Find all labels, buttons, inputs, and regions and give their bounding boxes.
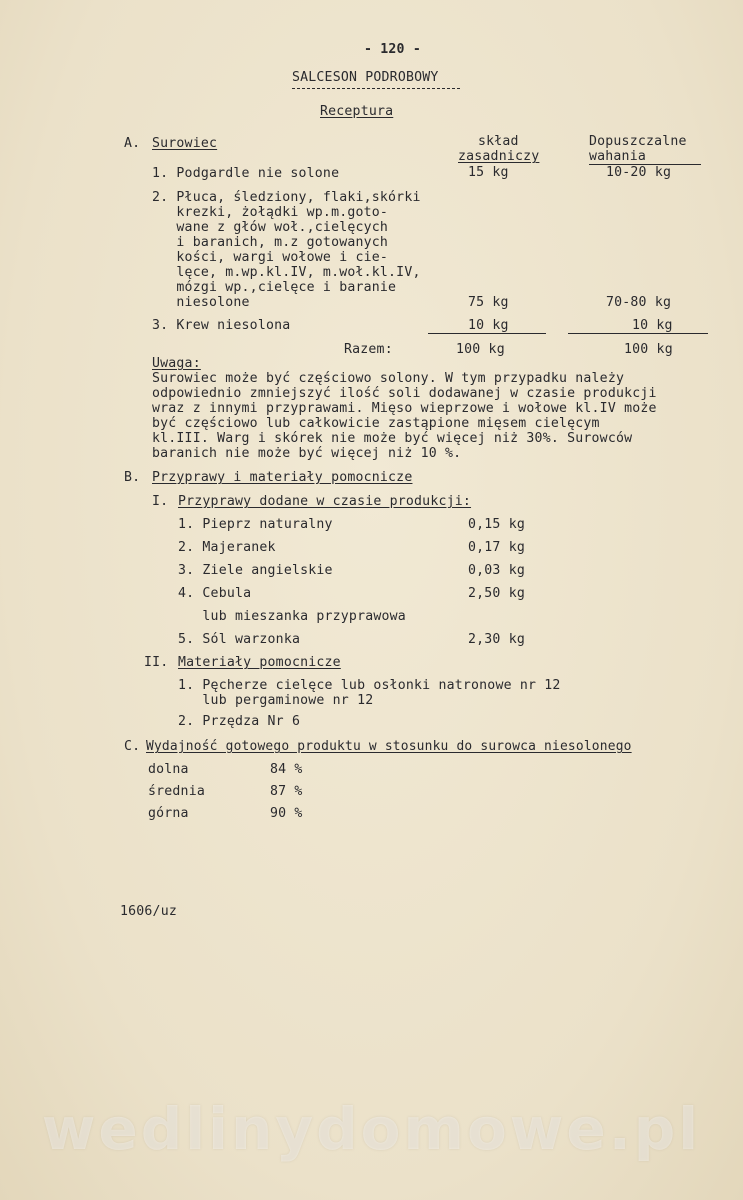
section-a-label: A.: [124, 136, 141, 151]
total-range: 100 kg: [624, 342, 673, 357]
material-2: 2. Przędza Nr 6: [178, 714, 301, 729]
section-b-label: B.: [124, 470, 141, 485]
item-2-line-4: i baranich, m.z gotowanych: [152, 235, 389, 250]
section-b-sub1-heading: Przyprawy dodane w czasie produkcji:: [178, 494, 472, 509]
item-3-range: 10 kg: [632, 318, 673, 333]
item-2-line-8: niesolone: [152, 295, 250, 310]
item-3-name: 3. Krew niesolona: [152, 318, 291, 333]
spice-3-name: 3. Ziele angielskie: [178, 563, 333, 578]
col-wahania-header-1: Dopuszczalne: [589, 134, 687, 149]
qty-total-rule: [428, 333, 546, 334]
yield-low-name: dolna: [148, 762, 189, 777]
note-heading: Uwaga:: [152, 356, 201, 371]
note-line-5: kl.III. Warg i skórek nie może być więcej niż 30%. Surowców: [152, 431, 633, 446]
total-qty: 100 kg: [456, 342, 505, 357]
spice-5-qty: 2,30 kg: [468, 632, 525, 647]
yield-mid-name: średnia: [148, 784, 205, 799]
section-b-sub2-heading: Materiały pomocnicze: [178, 655, 341, 670]
yield-mid-value: 87 %: [270, 784, 303, 799]
item-2-range: 70-80 kg: [606, 295, 672, 310]
section-b-sub1-label: I.: [152, 494, 169, 509]
total-label: Razem:: [344, 342, 393, 357]
item-2-line-6: lęce, m.wp.kl.IV, m.woł.kl.IV,: [152, 265, 421, 280]
yield-high-name: górna: [148, 806, 189, 821]
section-c-heading: Wydajność gotowego produktu w stosunku do surowca niesolonego: [146, 739, 632, 754]
section-a-heading: Surowiec: [152, 136, 218, 151]
spice-2-name: 2. Majeranek: [178, 540, 276, 555]
item-2-line-7: mózgi wp.,cielęce i baranie: [152, 280, 397, 295]
col-wahania-header-2: wahania: [589, 149, 646, 164]
item-2-line-2: krezki, żołądki wp.m.goto-: [152, 205, 389, 220]
watermark: wedlinydomowe.pl: [41, 1095, 702, 1163]
item-2-line-3: wane z głów woł.,cielęcych: [152, 220, 389, 235]
spice-2-qty: 0,17 kg: [468, 540, 525, 555]
col-skład-header-2: zasadniczy: [458, 149, 540, 164]
material-1-line-2: lub pergaminowe nr 12: [178, 693, 374, 708]
item-2-line-5: kości, wargi wołowe i cie-: [152, 250, 389, 265]
item-2-qty: 75 kg: [468, 295, 509, 310]
section-b-sub2-label: II.: [144, 655, 169, 670]
item-3-qty: 10 kg: [468, 318, 509, 333]
spice-4-name: 4. Cebula: [178, 586, 252, 601]
col-skład-header-1: skład: [478, 134, 519, 149]
item-2-line-1: 2. Płuca, śledziony, flaki,skórki: [152, 190, 421, 205]
document-subtitle: Receptura: [320, 104, 394, 119]
note-line-6: baranich nie może być więcej niż 10 %.: [152, 446, 462, 461]
item-1-range: 10-20 kg: [606, 165, 672, 180]
material-1-line-1: 1. Pęcherze cielęce lub osłonki natronowe nr 12: [178, 678, 561, 693]
section-c-label: C.: [124, 739, 141, 754]
spice-1-qty: 0,15 kg: [468, 517, 525, 532]
item-1-name: 1. Podgardle nie solone: [152, 166, 340, 181]
note-line-1: Surowiec może być częściowo solony. W tym przypadku należy: [152, 371, 625, 386]
range-total-rule: [568, 333, 708, 334]
note-line-3: wraz z innymi przyprawami. Mięso wieprzowe i wołowe kl.IV może: [152, 401, 657, 416]
page-number: - 120 -: [364, 42, 421, 57]
yield-low-value: 84 %: [270, 762, 303, 777]
spice-1-name: 1. Pieprz naturalny: [178, 517, 333, 532]
spice-4-qty: 2,50 kg: [468, 586, 525, 601]
item-1-qty: 15 kg: [468, 165, 509, 180]
title-underline: [292, 88, 460, 89]
note-line-4: być częściowo lub całkowicie zastąpione mięsem cielęcym: [152, 416, 600, 431]
footer-reference: 1606/uz: [120, 904, 177, 919]
spice-5-name: 5. Sól warzonka: [178, 632, 301, 647]
spice-4-alt: lub mieszanka przyprawowa: [178, 609, 406, 624]
document-title: SALCESON PODROBOWY: [292, 70, 439, 85]
spice-3-qty: 0,03 kg: [468, 563, 525, 578]
section-b-heading: Przyprawy i materiały pomocnicze: [152, 470, 413, 485]
note-line-2: odpowiednio zmniejszyć ilość soli dodawanej w czasie produkcji: [152, 386, 657, 401]
yield-high-value: 90 %: [270, 806, 303, 821]
